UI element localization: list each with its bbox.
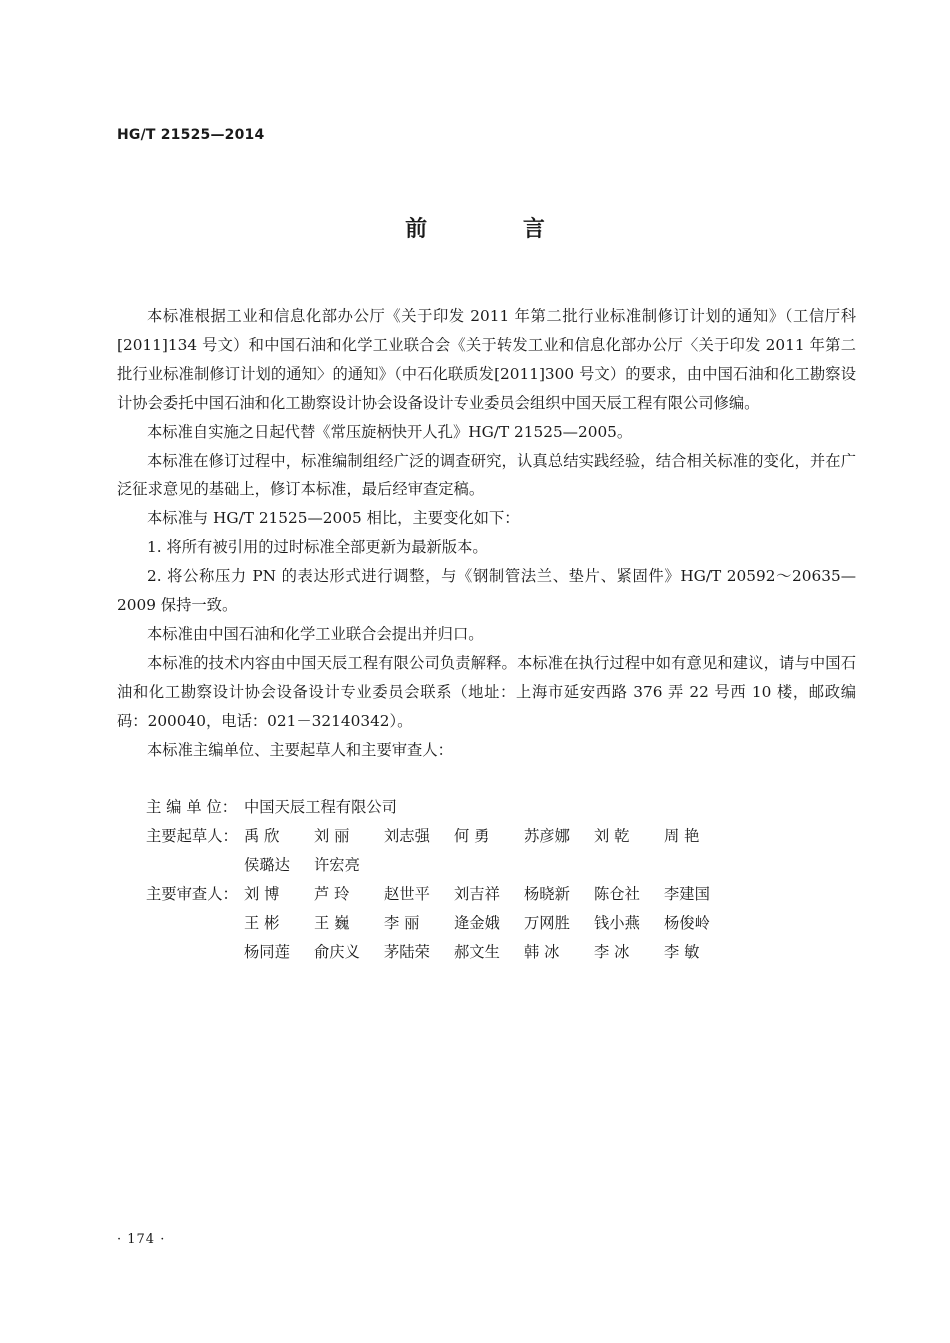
drafters-label: 主要起草人： [146, 827, 238, 845]
person-name: 杨晓新 [524, 885, 570, 903]
person-name: 刘 丽 [314, 827, 350, 845]
person-name: 李 敏 [664, 943, 700, 961]
person-name: 侯璐达 [244, 856, 290, 874]
person-name: 韩 冰 [524, 943, 560, 961]
person-name: 陈仓社 [594, 885, 640, 903]
person-name: 禹 欣 [244, 827, 280, 845]
person-name: 刘 博 [244, 885, 280, 903]
chief-unit-name: 中国天辰工程有限公司 [244, 798, 397, 816]
person-name: 万网胜 [524, 914, 570, 932]
paragraph: 本标准主编单位、主要起草人和主要审查人： [147, 740, 453, 759]
paragraph: 本标准的技术内容由中国天辰工程有限公司负责解释。本标准在执行过程中如有意见和建议，请与中国石油和化工勘察设计协会设备设计专业委员会联系（地址：上海市延安西路 376 弄 22 号西 10 楼，邮政编码：200040，电话：021－32140342）。 [117, 653, 856, 730]
person-name: 李建国 [664, 885, 710, 903]
person-name: 王 巍 [314, 914, 350, 932]
person-name: 何 勇 [454, 827, 490, 845]
person-name: 赵世平 [384, 885, 430, 903]
person-name: 逄金娥 [454, 914, 500, 932]
list-item: 2. 将公称压力 PN 的表达形式进行调整，与《钢制管法兰、垫片、紧固件》HG/T 20592～20635—2009 保持一致。 [117, 567, 856, 615]
person-name: 郝文生 [454, 943, 500, 961]
drafters-row [146, 822, 734, 851]
person-name: 俞庆义 [314, 943, 360, 961]
person-name: 王 彬 [244, 914, 280, 932]
standard-code: HG/T 21525—2014 [117, 127, 265, 143]
drafters-row [146, 851, 734, 880]
paragraph: 本标准根据工业和信息化部办公厅《关于印发 2011 年第二批行业标准制修订计划的通知》（工信厅科[2011]134 号文）和中国石油和化学工业联合会《关于转发工业和信息化部办公厅〈关于印发 2011 年第二批行业标准制修订计划的通知〉的通知》（中石化联质发[2011]300 号文）的要求，由中国石油和化工勘察设计协会委托中国石油和化工勘察设计协会设备设计专业委员会组织中国天辰工程有限公司修编。 [117, 307, 856, 412]
person-name: 钱小燕 [594, 914, 640, 932]
reviewers-row [146, 938, 734, 967]
page-number: · 174 · [117, 1232, 166, 1247]
chief-unit-row [146, 793, 734, 822]
chief-unit-label: 主 编 单 位： [146, 798, 238, 816]
person-name: 李 冰 [594, 943, 630, 961]
person-name: 茅陆荣 [384, 943, 430, 961]
person-name: 芦 玲 [314, 885, 350, 903]
staff-list [146, 793, 734, 967]
person-name: 李 丽 [384, 914, 420, 932]
foreword-body [117, 302, 856, 765]
person-name: 苏彦娜 [524, 827, 570, 845]
person-name: 周 艳 [664, 827, 700, 845]
paragraph: 本标准由中国石油和化学工业联合会提出并归口。 [147, 624, 484, 643]
person-name: 刘 乾 [594, 827, 630, 845]
paragraph: 本标准在修订过程中，标准编制组经广泛的调查研究，认真总结实践经验，结合相关标准的变化，并在广泛征求意见的基础上，修订本标准，最后经审查定稿。 [117, 451, 856, 499]
person-name: 杨同莲 [244, 943, 290, 961]
paragraph: 本标准与 HG/T 21525—2005 相比，主要变化如下： [147, 509, 520, 528]
paragraph: 本标准自实施之日起代替《常压旋柄快开人孔》HG/T 21525—2005。 [147, 422, 633, 441]
reviewers-row [146, 909, 734, 938]
reviewers-label: 主要审查人： [146, 885, 238, 903]
page-title: 前 言 [405, 217, 589, 242]
person-name: 刘吉祥 [454, 885, 500, 903]
person-name: 刘志强 [384, 827, 430, 845]
person-name: 杨俊岭 [664, 914, 710, 932]
reviewers-row [146, 880, 734, 909]
list-item: 1. 将所有被引用的过时标准全部更新为最新版本。 [147, 538, 488, 557]
person-name: 许宏亮 [314, 856, 360, 874]
